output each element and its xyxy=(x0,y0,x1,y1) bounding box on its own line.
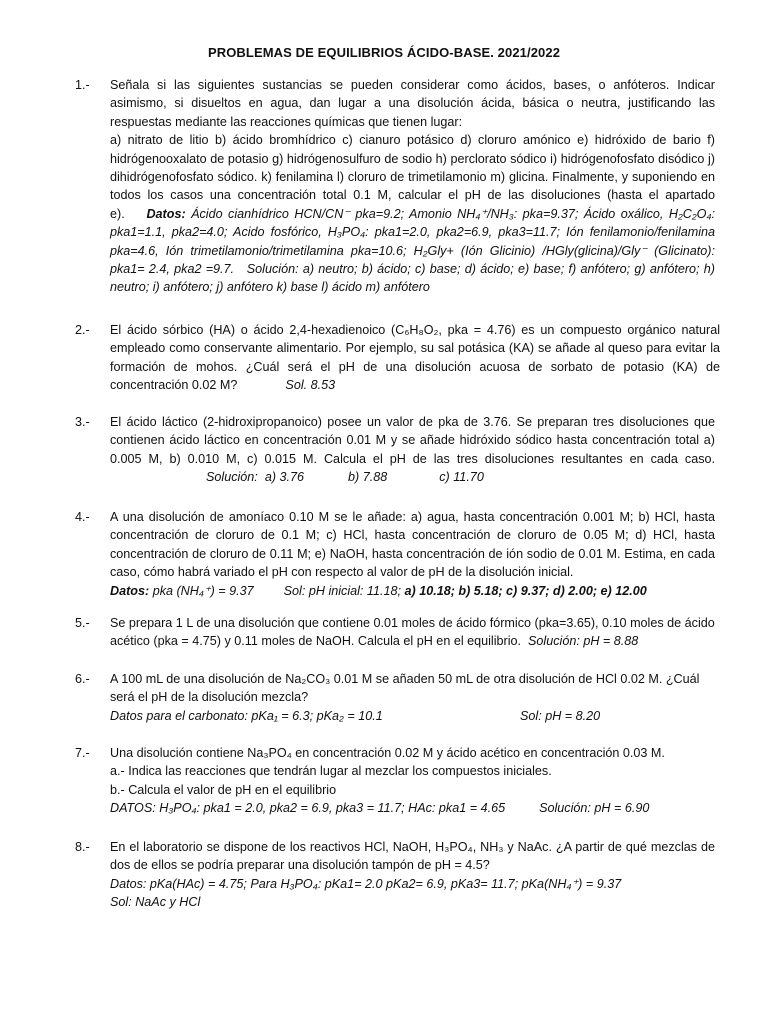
problem-5 xyxy=(75,614,715,651)
datos-line xyxy=(110,799,715,817)
problem-7 xyxy=(75,744,715,818)
solution-text: Solución: a) neutro; b) ácido; c) base; d) ácido; e) base; f) anfótero; g) anfótero; h) neutro; i) anfótero; j) anfótero k) base l) ácido m) anfótero xyxy=(110,262,715,295)
datos-text: DATOS: H₃PO₄: pka1 = 2.0, pka2 = 6.9, pka3 = 11.7; HAc: pka1 = 4.65 xyxy=(110,801,506,816)
problem-statement: Señala si las siguientes sustancias se pueden considerar como ácidos, bases, o anfóteros. Indicar asimismo, si disueltos en agua, dan lugar a una disolución ácida, básica o neutra, justificando las respuestas mediante las reacciones químicas que tienen lugar: xyxy=(110,78,715,129)
problem-number: 2.- xyxy=(75,323,90,337)
problem-6 xyxy=(75,670,715,725)
solution-label: Solución: xyxy=(206,470,258,485)
problem-statement: En el laboratorio se dispone de los reactivos HCl, NaOH, H₃PO₄, NH₃ y NaAc. ¿A partir de qué mezclas de dos de ellos se podría preparar una disolución tampón de pH = 4.5? xyxy=(110,840,715,873)
problem-number: 4.- xyxy=(75,510,90,524)
solution-line xyxy=(110,893,715,911)
problem-statement: A una disolución de amoníaco 0.10 M se le añade: a) agua, hasta concentración 0.001 M; b) HCl, hasta concentración de cloruro de 0.1 M; c) HCl, hasta concentración de cloruro de 0.05 M; d) HCl, hasta concentración de cloruro de 0.11 M; e) NaOH, hasta concentración de ión sodio de 0.01 M. Estima, en cada caso, cómo habrá variado el pH con respecto al valor de pH de la disolución inicial. xyxy=(110,510,715,580)
datos-label: Datos: xyxy=(110,583,150,598)
problem-statement: A 100 mL de una disolución de Na₂CO₃ 0.01 M se añaden 50 mL de otra disolución de HCl 0.02 M. ¿Cuál será el pH de la disolución mezcla? xyxy=(110,672,700,705)
problem-number: 6.- xyxy=(75,672,90,686)
solution-c: c) 11.70 xyxy=(439,470,484,485)
datos-line xyxy=(110,707,715,725)
problem-4 xyxy=(75,508,715,600)
subquestion-a: a.- Indica las reacciones que tendrán lugar al mezclar los compuestos iniciales. xyxy=(110,764,552,779)
problem-number: 1.- xyxy=(75,78,90,92)
problem-statement: El ácido láctico (2-hidroxipropanoico) posee un valor de pka de 3.76. Se preparan tres disoluciones que contienen ácido láctico en concentración 0.01 M y se añade hidróxido sódico hasta concentración total a) 0.005 M, b) 0.010 M, c) 0.015 M. Calcula el pH de las tres disoluciones resultantes en cada caso.Solución: a) 3.76 b) 7.88 c) 11.70 xyxy=(110,415,715,485)
solution-b: b) 7.88 xyxy=(348,470,388,485)
problem-3 xyxy=(75,413,715,487)
problem-statement: El ácido sórbico (HA) o ácido 2,4-hexadienoico (C₆H₈O₂, pka = 4.76) es un compuesto orgánico natural empleado como conservante alimentario. Por ejemplo, su sal potásica (KA) se añade al queso para evitar la formación de mohos. ¿Cuál será el pH de una disolución acuosa de sorbato de potasio (KA) de concentración 0.02 M? Sol. 8.53 xyxy=(110,323,720,393)
problem-statement: Se prepara 1 L de una disolución que contiene 0.01 moles de ácido fórmico (pka=3.65), 0.10 moles de ácido acético (pka = 4.75) y 0.11 moles de NaOH. Calcula el pH en el equilibrio. Solución: pH = 8.88 xyxy=(110,616,715,649)
problem-2 xyxy=(75,321,720,395)
problem-8 xyxy=(75,838,715,912)
subquestion-b: b.- Calcula el valor de pH en el equilibrio xyxy=(110,782,337,797)
datos-text: Datos para el carbonato: pKa₁ = 6.3; pKa₂ = 10.1 xyxy=(110,708,383,723)
page-title: PROBLEMAS DE EQUILIBRIOS ÁCIDO-BASE. 2021/2022 xyxy=(207,45,561,60)
problem-1 xyxy=(75,76,715,297)
solution-text: Sol: pH = 8.20 xyxy=(520,708,601,723)
solution-text: Sol: NaAc y HCl xyxy=(110,895,201,910)
solution-a: a) 3.76 xyxy=(264,470,305,485)
solution-text: Solución: pH = 8.88 xyxy=(528,634,639,649)
datos-text: pka (NH₄⁺) = 9.37 xyxy=(152,583,254,598)
problem-number: 7.- xyxy=(75,746,90,760)
problem-number: 3.- xyxy=(75,415,90,429)
datos-text: Ácido cianhídrico HCN/CN⁻ pka=9.2; Amonio NH₄⁺/NH₃: pka=9.37; Ácido oxálico, H₂C₂O₄: pka1=1.1, pka2=4.0; Acido fosfórico, H₃PO₄: pka1=2.0, pka2=6.9, pka3=11.7; Ión fenilamonio/fenilamina pka=4.6, Ión trimetilamonio/trimetilamina pka=10.6; H₂Gly+ (Ión Glicinio) /HGly(glicina)/Gly⁻ (Glicinato): pka1= 2.4, pka2 =9.7. xyxy=(110,206,715,277)
solution-text: Sol. 8.53 xyxy=(285,378,336,393)
datos-line xyxy=(110,875,715,893)
datos-text: Datos: pKa(HAc) = 4.75; Para H₃PO₄: pKa1= 2.0 pKa2= 6.9, pKa3= 11.7; pKa(NH₄⁺) = 9.37 xyxy=(110,876,622,891)
datos-line: Datos: pka (NH₄⁺) = 9.37 Sol: pH inicial: 11.18; a) 10.18; b) 5.18; c) 9.37; d) 2.00; e) 12.00 xyxy=(110,583,647,598)
solution-text: Solución: pH = 6.90 xyxy=(539,801,650,816)
substance-list: a) nitrato de litio b) ácido bromhídrico c) cianuro potásico d) cloruro amónico e) hidróxido de bario f) hidrógenooxalato de potasio g) hidrógenosulfuro de sodio h) perclorato sódico i) hidrógenofosfato disódico j) dihidrógenofosfato sódico. k) fenilamina l) cloruro de trimetilamonio m) glicina. Finalmente, y suponiendo en todos los casos una concentración total 0.1 M, calcular el pH de las disoluciones (hasta el apartado e). Datos: Ácido cianhídrico HCN/CN⁻ pka=9.2; Amonio NH₄⁺/NH₃: pka=9.37; Ácido oxálico, H₂C₂O₄: pka1=1.1, pka2=4.0; Acido fosfórico, H₃PO₄: pka1=2.0, pka2=6.9, pka3=11.7; Ión fenilamonio/fenilamina pka=4.6, Ión trimetilamonio/trimetilamina pka=10.6; H₂Gly+ (Ión Glicinio) /HGly(glicina)/Gly⁻ (Glicinato): pka1= 2.4, pka2 =9.7. Solución: a) neutro; b) ácido; c) base; d) ácido; e) base; f) anfótero; g) anfótero; h) neutro; i) anfótero; j) anfótero k) base l) ácido m) anfótero xyxy=(110,133,715,295)
problem-number: 8.- xyxy=(75,840,90,854)
problem-statement: Una disolución contiene Na₃PO₄ en concentración 0.02 M y ácido acético en concentración 0.03 M. xyxy=(110,746,665,760)
problem-number: 5.- xyxy=(75,616,90,630)
datos-label: Datos: xyxy=(146,206,186,221)
solution-label: Sol: pH inicial: 11.18; xyxy=(283,583,402,598)
